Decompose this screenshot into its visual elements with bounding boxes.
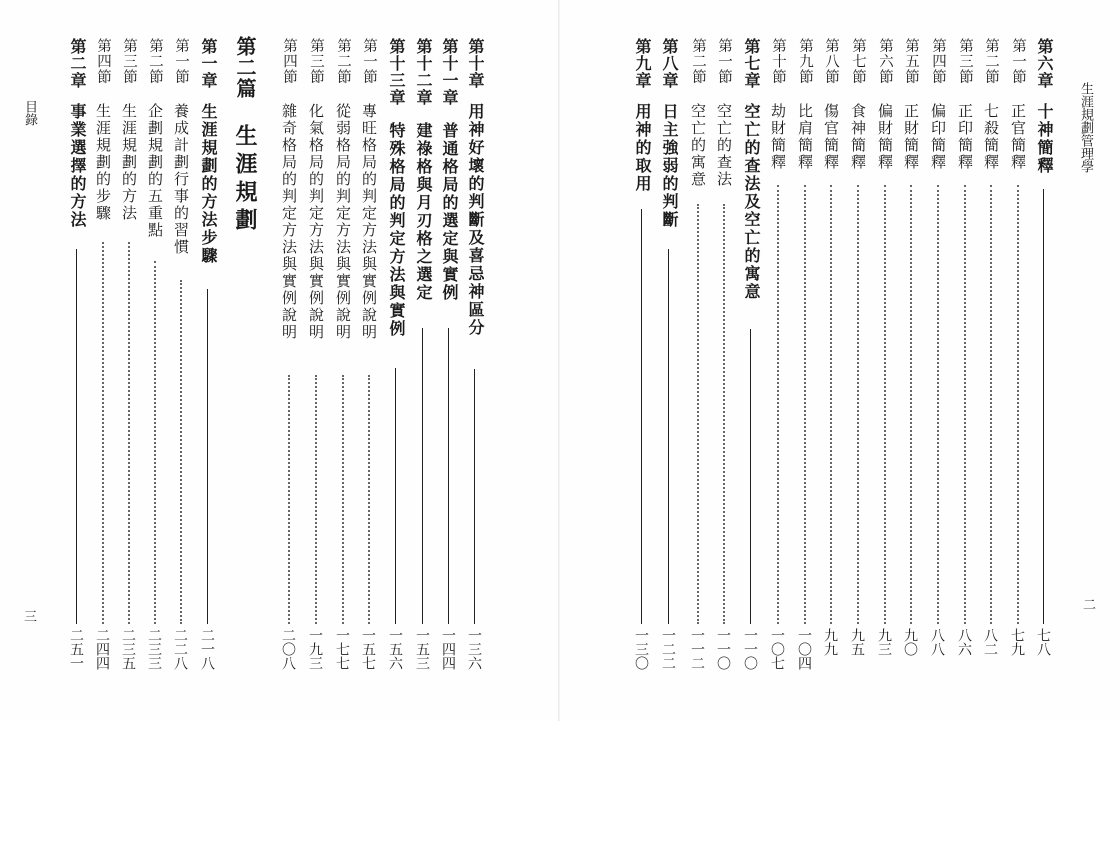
toc-entry-title[interactable]: 七殺簡釋	[982, 103, 1000, 171]
toc-leader-line	[315, 375, 317, 624]
toc-leader-line	[668, 249, 669, 624]
toc-page-number[interactable]: 二〇八	[280, 628, 296, 670]
toc-leader-line	[1017, 185, 1019, 624]
toc-page-number[interactable]: 九〇	[902, 628, 918, 656]
toc-leader-line	[368, 375, 370, 624]
toc-entry-title[interactable]: 正印簡釋	[956, 103, 974, 171]
toc-entry-title[interactable]: 比肩簡釋	[796, 103, 814, 171]
toc-entry-label: 第四節	[95, 38, 111, 85]
toc-entry-title[interactable]: 養成計劃行事的習慣	[172, 103, 190, 256]
toc-page-number[interactable]: 一五三	[414, 628, 430, 670]
toc-entry-title[interactable]: 生涯規劃的方法	[120, 103, 138, 222]
toc-leader-line	[910, 185, 912, 624]
toc-entry-label: 第八章	[660, 38, 679, 89]
page-gutter	[558, 0, 560, 721]
toc-entry-title[interactable]: 偏印簡釋	[929, 103, 947, 171]
toc-entry-label: 第十節	[770, 38, 786, 85]
toc-entry-title[interactable]: 從弱格局的判定方法與實例說明	[334, 103, 352, 341]
toc-leader-line	[342, 375, 344, 624]
toc-entry-label: 第一節	[1010, 38, 1026, 85]
toc-entry-label: 第三節	[957, 38, 973, 85]
toc-leader-line	[288, 375, 290, 624]
toc-leader-line	[474, 369, 475, 624]
toc-entry-label: 第八節	[823, 38, 839, 85]
toc-page-number[interactable]: 九五	[849, 628, 865, 656]
toc-entry-label: 第七節	[850, 38, 866, 85]
toc-entry-title[interactable]: 用神的取用	[633, 103, 652, 193]
toc-entry-label: 第二節	[690, 38, 706, 85]
toc-entry-title[interactable]: 特殊格局的判定方法與實例	[387, 122, 406, 338]
toc-page-number[interactable]: 二三三	[146, 628, 162, 670]
toc-entry-title[interactable]: 生涯規劃的方法步驟	[199, 103, 218, 265]
toc-leader-line	[395, 368, 396, 624]
left-page-number: 三	[24, 610, 38, 625]
toc-leader-line	[207, 289, 208, 624]
toc-entry-label: 第四節	[930, 38, 946, 85]
toc-page-number[interactable]: 一〇七	[769, 628, 785, 670]
toc-entry-title[interactable]: 正官簡釋	[1009, 103, 1027, 171]
toc-entry-title[interactable]: 化氣格局的判定方法與實例說明	[307, 103, 325, 341]
toc-entry-title[interactable]: 建祿格與月刃格之選定	[414, 122, 433, 302]
toc-entry-label: 第九章	[633, 38, 652, 89]
toc-entry-title[interactable]: 空亡的查法	[715, 103, 733, 188]
toc-entry-title[interactable]: 生涯規劃的步驟	[94, 103, 112, 222]
toc-entry-title[interactable]: 普通格局的選定與實例	[440, 122, 459, 302]
toc-entry-label: 第六節	[877, 38, 893, 85]
toc-page-number[interactable]: 一五六	[387, 628, 403, 670]
toc-page-number[interactable]: 一四四	[440, 628, 456, 670]
toc-page-number[interactable]: 二一八	[199, 628, 215, 670]
toc-entry-label: 第一章	[199, 38, 218, 89]
toc-entry-label: 第三節	[121, 38, 137, 85]
toc-page-number[interactable]: 一〇四	[796, 628, 812, 670]
toc-entry-title[interactable]: 雜奇格局的判定方法與實例說明	[280, 103, 298, 341]
toc-entry-title[interactable]: 企劃規劃的五重點	[146, 103, 164, 239]
toc-page-number[interactable]: 二二八	[172, 628, 188, 670]
toc-page-number[interactable]: 一五七	[360, 628, 376, 670]
toc-page-number[interactable]: 一九三	[307, 628, 323, 670]
toc-leader-line	[1043, 189, 1044, 624]
toc-leader-line	[777, 185, 779, 624]
toc-entry-label: 第二章	[68, 38, 87, 89]
toc-page-number[interactable]: 一一二	[689, 628, 705, 670]
right-running-header: 生涯規劃管理學	[1078, 82, 1093, 173]
toc-page-number[interactable]: 八八	[929, 628, 945, 656]
toc-entry-title[interactable]: 事業選擇的方法	[68, 103, 87, 229]
toc-leader-line	[422, 328, 423, 624]
toc-leader-line	[180, 280, 182, 624]
toc-entry-label: 第十三章	[387, 38, 406, 106]
toc-entry-label: 第六章	[1035, 38, 1054, 89]
toc-leader-line	[448, 328, 449, 624]
toc-entry-label: 第十章	[466, 38, 485, 89]
toc-entry-label: 第五節	[903, 38, 919, 85]
toc-entry-title[interactable]: 日主強弱的判斷	[660, 103, 679, 229]
toc-entry-title[interactable]: 空亡的寓意	[689, 103, 707, 188]
right-page-number: 二	[1083, 598, 1097, 613]
toc-entry-title[interactable]: 空亡的查法及空亡的寓意	[742, 103, 761, 301]
toc-leader-line	[884, 185, 886, 624]
toc-entry-label: 第三節	[308, 38, 324, 85]
toc-leader-line	[857, 185, 859, 624]
toc-entry-title[interactable]: 劫財簡釋	[769, 103, 787, 171]
toc-page-number[interactable]: 九三	[876, 628, 892, 656]
toc-entry-label: 第二節	[147, 38, 163, 85]
toc-page-number[interactable]: 二四四	[94, 628, 110, 670]
toc-entry-title[interactable]: 偏財簡釋	[876, 103, 894, 171]
toc-page-number[interactable]: 九九	[822, 628, 838, 656]
toc-entry-label: 第二節	[983, 38, 999, 85]
toc-page-number[interactable]: 七八	[1035, 628, 1051, 656]
toc-leader-line	[128, 242, 130, 624]
toc-leader-line	[750, 329, 751, 624]
toc-page-number[interactable]: 一一〇	[715, 628, 731, 670]
toc-leader-line	[964, 185, 966, 624]
toc-page-number[interactable]: 八六	[956, 628, 972, 656]
toc-entry-label: 第二篇	[233, 36, 257, 99]
left-running-header: 目錄	[22, 100, 37, 126]
toc-page-number[interactable]: 一二二	[660, 628, 676, 670]
toc-page-number[interactable]: 二三五	[120, 628, 136, 670]
toc-leader-line	[830, 185, 832, 624]
toc-entry-title[interactable]: 傷官簡釋	[822, 103, 840, 171]
toc-leader-line	[804, 185, 806, 624]
toc-entry-title[interactable]: 用神好壞的判斷及喜忌神區分	[466, 103, 485, 337]
toc-entry-title[interactable]: 食神簡釋	[849, 103, 867, 171]
toc-entry-label: 第七章	[742, 38, 761, 89]
toc-page-number[interactable]: 八二	[982, 628, 998, 656]
toc-page-number[interactable]: 一七七	[334, 628, 350, 670]
toc-entry-title[interactable]: 生涯規劃	[232, 124, 258, 236]
toc-entry-label: 第一節	[361, 38, 377, 85]
toc-entry-title[interactable]: 專旺格局的判定方法與實例說明	[360, 103, 378, 341]
toc-entry-label: 第一節	[173, 38, 189, 85]
toc-entry-label: 第一節	[716, 38, 732, 85]
toc-leader-line	[937, 185, 939, 624]
toc-entry-label: 第二節	[335, 38, 351, 85]
toc-page-number[interactable]: 二五一	[68, 628, 84, 670]
toc-leader-line	[641, 209, 642, 624]
toc-page-number[interactable]: 一三〇	[633, 628, 649, 670]
toc-entry-label: 第十一章	[440, 38, 459, 106]
toc-entry-label: 第四節	[281, 38, 297, 85]
toc-entry-title[interactable]: 正財簡釋	[902, 103, 920, 171]
toc-entry-label: 第十二章	[414, 38, 433, 106]
toc-page-number[interactable]: 一一〇	[742, 628, 758, 670]
toc-leader-line	[76, 249, 77, 624]
toc-leader-line	[697, 204, 699, 624]
toc-leader-line	[154, 261, 156, 624]
toc-leader-line	[990, 185, 992, 624]
toc-entry-label: 第九節	[797, 38, 813, 85]
toc-leader-line	[102, 242, 104, 624]
toc-page-number[interactable]: 一三六	[466, 628, 482, 670]
toc-entry-title[interactable]: 十神簡釋	[1035, 103, 1054, 175]
toc-page-number[interactable]: 七九	[1009, 628, 1025, 656]
toc-leader-line	[723, 204, 725, 624]
